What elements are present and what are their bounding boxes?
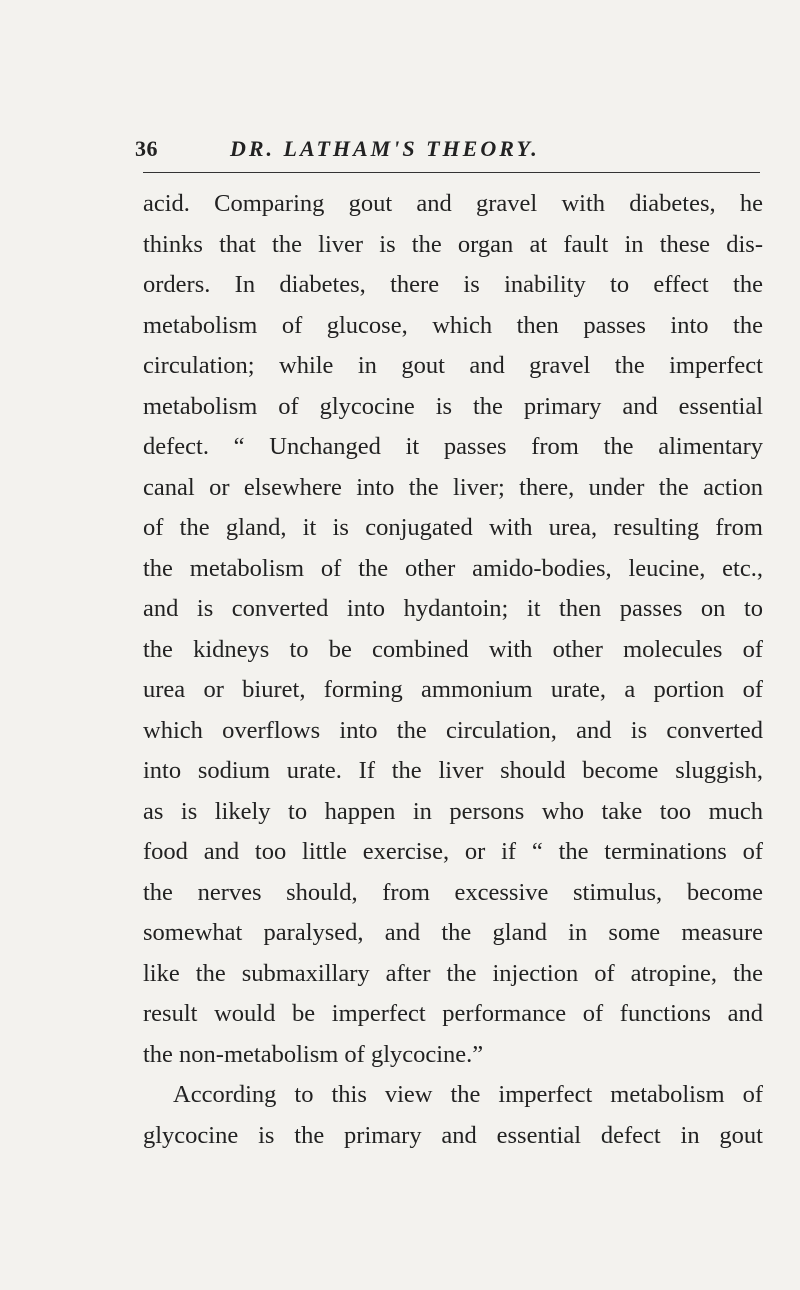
running-title: DR. LATHAM'S THEORY.	[230, 136, 540, 161]
text-line: somewhat paralysed, and the gland in some measure	[143, 919, 763, 946]
text-line: acid. Comparing gout and gravel with diabetes, he	[143, 190, 763, 217]
text-line: orders. In diabetes, there is inability to effect the	[143, 271, 763, 298]
text-line: like the submaxillary after the injection of atropine, the	[143, 959, 763, 987]
text-line: the kidneys to be combined with other molecules of	[143, 635, 763, 663]
text-line: According to this view the imperfect metabolism of	[173, 1081, 763, 1108]
text-line: food and too little exercise, or if “ the terminations of	[143, 838, 763, 865]
text-line: glycocine is the primary and essential defect in gout	[143, 1121, 763, 1149]
text-line: into sodium urate. If the liver should become sluggish,	[143, 757, 763, 784]
running-head	[135, 136, 760, 172]
header-rule	[143, 172, 760, 173]
text-line: metabolism of glucose, which then passes into the	[143, 311, 763, 339]
text-line: result would be imperfect performance of functions and	[143, 1000, 763, 1027]
page-number: 36	[135, 136, 158, 161]
text-line: the non-metabolism of glycocine.”	[143, 1040, 484, 1068]
text-line: thinks that the liver is the organ at fault in these dis-	[143, 230, 763, 258]
text-line: the nerves should, from excessive stimulus, become	[143, 878, 763, 906]
text-line: of the gland, it is conjugated with urea, resulting from	[143, 514, 763, 541]
text-line: urea or biuret, forming ammonium urate, a portion of	[143, 676, 763, 703]
text-line: and is converted into hydantoin; it then passes on to	[143, 595, 763, 622]
text-line: which overflows into the circulation, and is converted	[143, 716, 763, 744]
body-text	[143, 184, 763, 1156]
text-line: as is likely to happen in persons who take too much	[143, 797, 763, 825]
text-line: the metabolism of the other amido-bodies, leucine, etc.,	[143, 554, 763, 582]
text-line: defect. “ Unchanged it passes from the alimentary	[143, 433, 763, 460]
text-line: canal or elsewhere into the liver; there, under the action	[143, 473, 763, 501]
text-line: metabolism of glycocine is the primary and essential	[143, 392, 763, 420]
text-line: circulation; while in gout and gravel the imperfect	[143, 352, 763, 379]
